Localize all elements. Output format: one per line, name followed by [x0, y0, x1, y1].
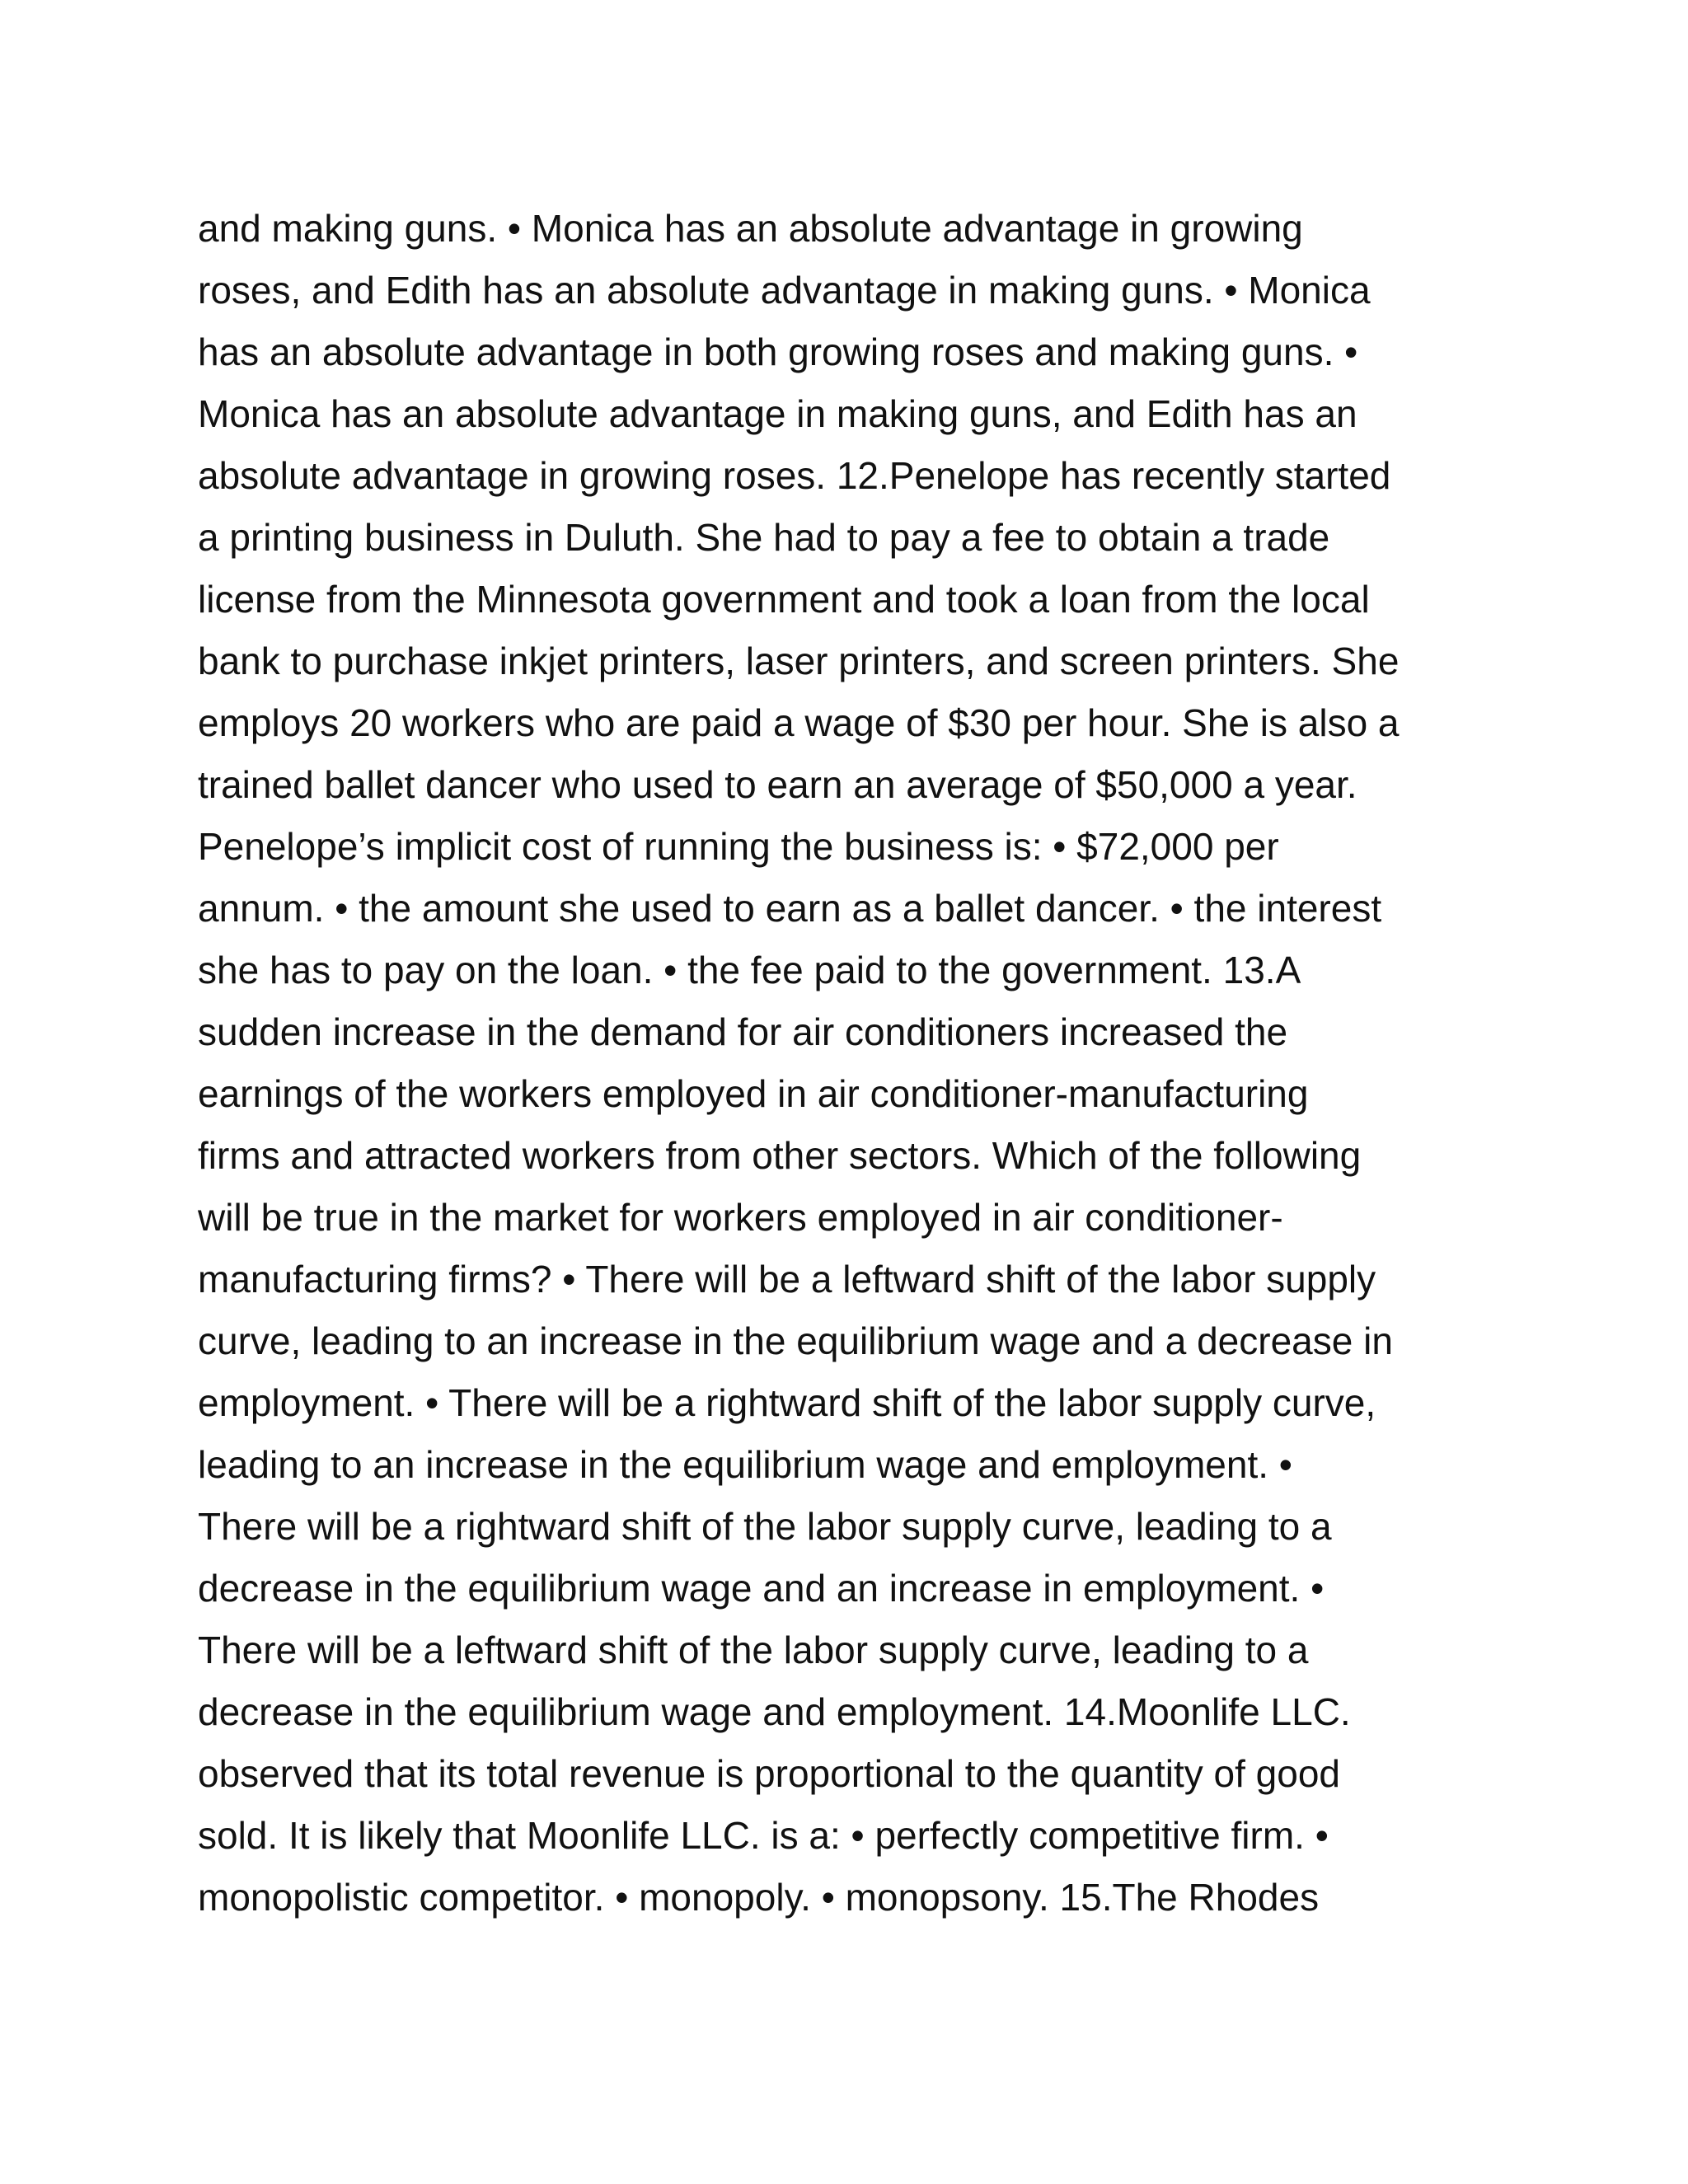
text-line: has an absolute advantage in both growing roses and making guns. • [198, 330, 1358, 373]
text-line: curve, leading to an increase in the equilibrium wage and a decrease in [198, 1319, 1393, 1362]
text-line: she has to pay on the loan. • the fee paid to the government. 13.A [198, 949, 1301, 991]
text-line: Penelope’s implicit cost of running the business is: • $72,000 per [198, 825, 1279, 868]
text-line: monopolistic competitor. • monopoly. • monopsony. 15.The Rhodes [198, 1876, 1320, 1919]
text-line: decrease in the equilibrium wage and employment. 14.Moonlife LLC. [198, 1690, 1351, 1733]
text-line: firms and attracted workers from other sectors. Which of the following [198, 1134, 1362, 1177]
text-line: and making guns. • Monica has an absolute advantage in growing [198, 207, 1303, 250]
text-line: Monica has an absolute advantage in making guns, and Edith has an [198, 392, 1357, 435]
text-line: decrease in the equilibrium wage and an increase in employment. • [198, 1567, 1325, 1610]
text-line: sudden increase in the demand for air conditioners increased the [198, 1010, 1288, 1053]
text-line: trained ballet dancer who used to earn an average of $50,000 a year. [198, 763, 1357, 806]
text-line: earnings of the workers employed in air conditioner-manufacturing [198, 1072, 1309, 1115]
text-line: annum. • the amount she used to earn as a ballet dancer. • the interest [198, 887, 1382, 930]
text-line: sold. It is likely that Moonlife LLC. is a: • perfectly competitive firm. • [198, 1814, 1329, 1857]
text-line: license from the Minnesota government and took a loan from the local [198, 578, 1370, 621]
text-line: employment. • There will be a rightward shift of the labor supply curve, [198, 1381, 1376, 1424]
text-line: There will be a rightward shift of the labor supply curve, leading to a [198, 1505, 1332, 1548]
text-line: will be true in the market for workers employed in air conditioner- [198, 1196, 1283, 1239]
text-line: leading to an increase in the equilibrium wage and employment. • [198, 1443, 1292, 1486]
text-line: a printing business in Duluth. She had to pay a fee to obtain a trade [198, 516, 1330, 559]
text-line: There will be a leftward shift of the labor supply curve, leading to a [198, 1629, 1309, 1671]
text-line: manufacturing firms? • There will be a leftward shift of the labor supply [198, 1258, 1376, 1301]
body-text [198, 198, 1517, 1929]
text-line: employs 20 workers who are paid a wage of $30 per hour. She is also a [198, 701, 1400, 744]
text-line: bank to purchase inkjet printers, laser printers, and screen printers. She [198, 640, 1400, 682]
text-line: absolute advantage in growing roses. 12.Penelope has recently started [198, 454, 1391, 497]
text-line: roses, and Edith has an absolute advantage in making guns. • Monica [198, 269, 1371, 312]
text-line: observed that its total revenue is proportional to the quantity of good [198, 1752, 1340, 1795]
